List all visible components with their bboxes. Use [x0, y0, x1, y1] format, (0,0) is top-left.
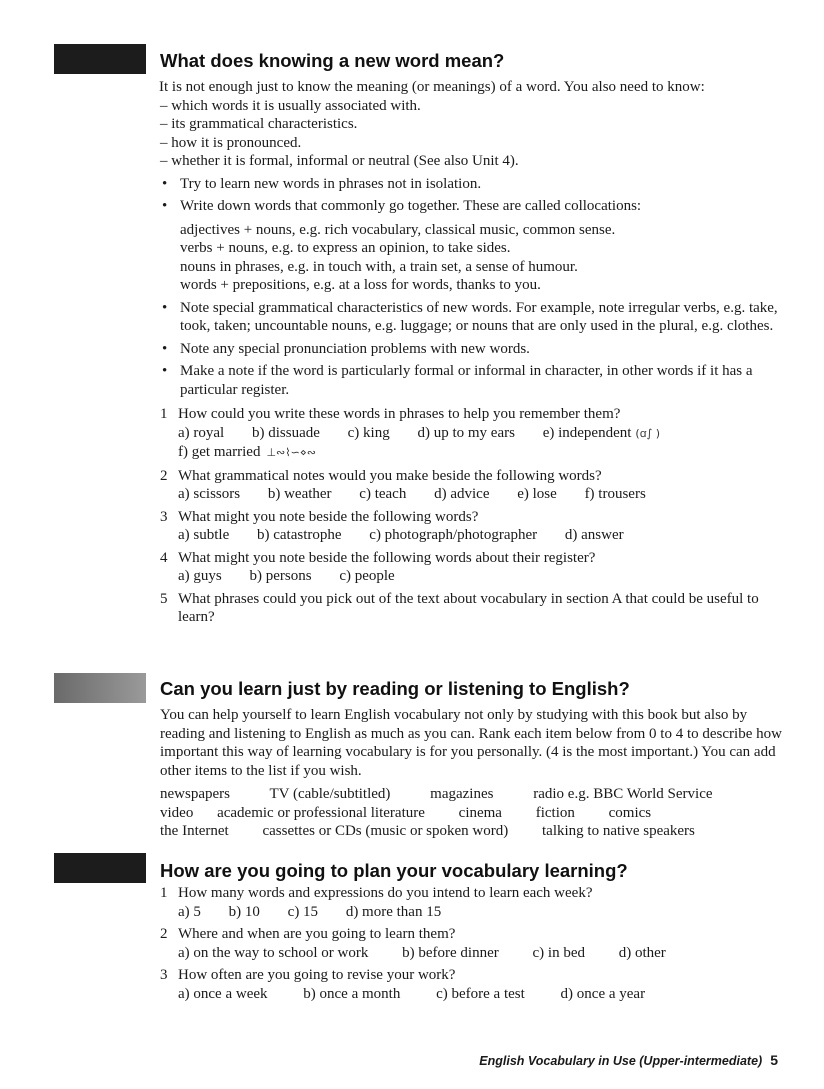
dash-item: – which words it is usually associated with. [160, 97, 421, 114]
question-text: What might you note beside the following words? [178, 508, 479, 525]
option: b) once a month [303, 985, 401, 1002]
option: f) trousers [584, 486, 646, 502]
option: d) advice [434, 486, 490, 502]
question-number: 3 [160, 967, 168, 983]
bullet-item: • Make a note if the word is particularly formal or informal in character, in other words if it has a particular register. [160, 362, 790, 399]
option: c) in bed [532, 944, 585, 961]
question-number: 1 [160, 406, 168, 422]
option: e) independent [542, 424, 632, 441]
media-row [160, 785, 790, 804]
section-b-marker [54, 673, 146, 703]
option: a) subtle [178, 527, 230, 543]
section-a [160, 50, 790, 627]
question-number: 2 [160, 926, 168, 942]
media-item: academic or professional literature [217, 804, 425, 821]
question-options [178, 443, 790, 463]
option: d) other [618, 944, 666, 961]
media-item: cinema [458, 804, 502, 821]
dash-item: – its grammatical characteristics. [160, 116, 358, 132]
media-item: magazines [430, 786, 494, 802]
media-item: the Internet [160, 823, 229, 839]
collocation-item: verbs + nouns, e.g. to express an opinion, to take sides. [180, 240, 511, 256]
exercise-question [160, 508, 790, 545]
exercise-question [160, 467, 790, 504]
option: a) scissors [178, 486, 241, 502]
section-a-marker [54, 44, 146, 74]
question-text: How many words and expressions do you intend to learn each week? [178, 885, 593, 901]
option: b) weather [267, 486, 332, 502]
exercise-question [160, 549, 790, 586]
option: c) before a test [436, 985, 525, 1002]
question-text: What might you note beside the following words about their register? [178, 549, 596, 566]
option: b) 10 [228, 903, 260, 920]
collocation-item: words + prepositions, e.g. at a loss for words, thanks to you. [180, 277, 541, 293]
dash-item: – how it is pronounced. [160, 134, 302, 151]
option: c) photograph/photographer [369, 527, 538, 543]
question-number: 4 [160, 549, 168, 566]
question-text: What grammatical notes would you make beside the following words? [178, 467, 602, 484]
media-list [160, 785, 790, 841]
exercise-question [160, 966, 790, 1003]
option: b) catastrophe [256, 527, 342, 543]
question-number: 3 [160, 508, 168, 525]
section-a-intro: It is not enough just to know the meaning (or meanings) of a word. You also need to know: [159, 79, 705, 95]
book-title: English Vocabulary in Use (Upper-intermediate) [479, 1054, 763, 1068]
question-options [178, 485, 790, 504]
option: c) people [339, 568, 395, 584]
section-b [160, 678, 790, 841]
question-text: What phrases could you pick out of the text about vocabulary in section A that could be useful to learn? [178, 590, 759, 625]
media-item: radio e.g. BBC World Service [533, 786, 713, 802]
media-item: fiction [535, 804, 575, 821]
exercise-question [160, 925, 790, 962]
media-item: cassettes or CDs (music or spoken word) [262, 823, 509, 839]
option: c) king [347, 424, 390, 441]
section-c-title: How are you going to plan your vocabulary learning? [160, 860, 628, 881]
option: a) guys [178, 568, 222, 584]
question-text: How often are you going to revise your work? [178, 967, 456, 983]
option: c) teach [359, 486, 407, 502]
exercise-question [160, 590, 790, 627]
option: e) lose [517, 486, 557, 502]
section-b-intro: You can help yourself to learn English vocabulary not only by studying with this book but also by reading and listening to English as much as you can. Rank each item below from 0 to 4 to describe how important this way of learning vocabulary is for you personally. (4 is the most important.) You can add other items to the list if you wish. [160, 707, 782, 779]
option: d) answer [564, 527, 624, 543]
question-number: 1 [160, 885, 168, 901]
bullet-item: • Try to learn new words in phrases not in isolation. [160, 175, 790, 194]
bullet-item: • Note any special pronunciation problems with new words. [160, 340, 790, 359]
media-row [160, 804, 790, 823]
page-number: 5 [770, 1052, 778, 1068]
option: a) royal [178, 424, 225, 441]
option: b) persons [249, 568, 312, 584]
media-row [160, 822, 790, 841]
question-number: 2 [160, 467, 168, 484]
media-item: TV (cable/subtitled) [269, 786, 391, 802]
media-item: talking to native speakers [542, 823, 695, 839]
collocation-item: nouns in phrases, e.g. in touch with, a train set, a sense of humour. [180, 258, 578, 275]
dash-item: – whether it is formal, informal or neutral (See also Unit 4). [160, 153, 519, 169]
question-options [178, 567, 790, 586]
exercise-question [160, 405, 790, 463]
media-item: video [160, 804, 194, 821]
question-text: Where and when are you going to learn them? [178, 926, 456, 942]
media-item: newspapers [160, 786, 230, 802]
collocation-list [180, 221, 790, 295]
exercise-question [160, 884, 790, 921]
section-a-title: What does knowing a new word mean? [160, 50, 505, 71]
question-options [178, 424, 790, 444]
option: b) dissuade [251, 424, 320, 441]
section-c [160, 860, 790, 1003]
question-options [178, 526, 790, 545]
option: b) before dinner [402, 944, 499, 961]
option: d) more than 15 [345, 903, 442, 920]
question-options [178, 944, 790, 963]
bullet-item: • Write down words that commonly go together. These are called collocations: [160, 197, 790, 216]
option: f) get married [178, 444, 261, 460]
bullet-item: • Note special grammatical characteristics of new words. For example, note irregular verbs, e.g. take, took, taken; uncountable nouns, e.g. luggage; or nouns that are only used in the plural, e.g. clothes. [160, 299, 790, 336]
section-b-title: Can you learn just by reading or listening to English? [160, 678, 630, 699]
option: d) once a year [560, 985, 646, 1002]
media-item: comics [608, 804, 652, 821]
collocation-item: adjectives + nouns, e.g. rich vocabulary, classical music, common sense. [180, 221, 616, 238]
option: c) 15 [287, 903, 319, 920]
question-text: How could you write these words in phrases to help you remember them? [178, 406, 621, 422]
option: a) on the way to school or work [178, 944, 369, 961]
handwritten-scribble-icon: (ꭤ∫ ) [635, 426, 660, 440]
option: a) 5 [178, 903, 201, 920]
question-options [178, 985, 790, 1004]
section-c-marker [54, 853, 146, 883]
question-number: 5 [160, 590, 168, 607]
question-options [178, 903, 790, 922]
handwritten-scribble-icon: ⊥∾⌇∽⋄∾ [266, 446, 316, 459]
option: a) once a week [178, 985, 268, 1002]
page-footer [479, 1051, 778, 1071]
option: d) up to my ears [417, 424, 515, 441]
